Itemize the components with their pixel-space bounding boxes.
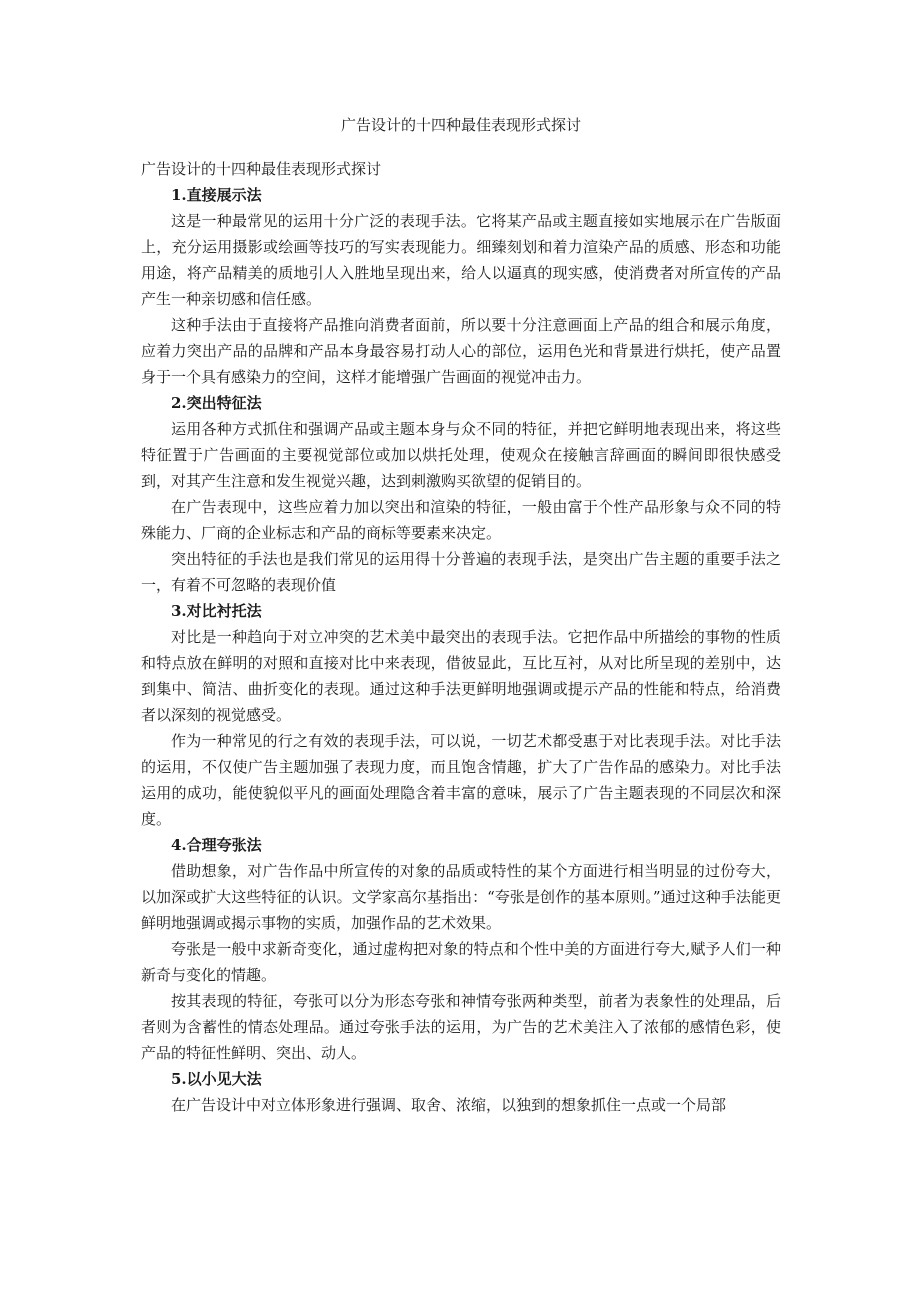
paragraph: 借助想象，对广告作品中所宣传的对象的品质或特性的某个方面进行相当明显的过份夸大，以加深或扩大这些特征的认识。文学家高尔基指出：“夸张是创作的基本原则。”通过这种手法能更鲜明地强调或揭示事物的实质，加强作品的艺术效果。: [141, 862, 781, 932]
section-heading: 5.以小见大法: [171, 1070, 262, 1088]
paragraph: 在广告表现中，这些应着力加以突出和渲染的特征，一般由富于个性产品形象与众不同的特殊能力、厂商的企业标志和产品的商标等要素来决定。: [141, 498, 781, 542]
document-subtitle: 广告设计的十四种最佳表现形式探讨: [141, 160, 382, 178]
document-title: 广告设计的十四种最佳表现形式探讨: [340, 116, 581, 134]
paragraph: 作为一种常见的行之有效的表现手法，可以说，一切艺术都受惠于对比表现手法。对比手法的运用，不仅使广告主题加强了表现力度，而且饱含情趣，扩大了广告作品的感染力。对比手法运用的成功，能使貌似平凡的画面处理隐含着丰富的意味，展示了广告主题表现的不同层次和深度。: [141, 732, 781, 828]
section-heading: 3.对比衬托法: [171, 602, 262, 620]
paragraph: 在广告设计中对立体形象进行强调、取舍、浓缩，以独到的想象抓住一点或一个局部: [171, 1096, 727, 1114]
document-page: [141, 112, 781, 1118]
paragraph: 这种手法由于直接将产品推向消费者面前，所以要十分注意画面上产品的组合和展示角度，应着力突出产品的品牌和产品本身最容易打动人心的部位，运用色光和背景进行烘托，使产品置身于一个具有感染力的空间，这样才能增强广告画面的视觉冲击力。: [141, 316, 781, 386]
paragraph: 夸张是一般中求新奇变化，通过虚构把对象的特点和个性中美的方面进行夸大,赋予人们一种新奇与变化的情趣。: [141, 940, 781, 984]
section-heading: 2.突出特征法: [171, 394, 262, 412]
paragraph: 这是一种最常见的运用十分广泛的表现手法。它将某产品或主题直接如实地展示在广告版面上，充分运用摄影或绘画等技巧的写实表现能力。细臻刻划和着力渲染产品的质感、形态和功能用途，将产品精美的质地引人入胜地呈现出来，给人以逼真的现实感，使消费者对所宣传的产品产生一种亲切感和信任感。: [141, 212, 781, 308]
document-body: [141, 182, 781, 1118]
section-heading: 4.合理夸张法: [171, 836, 262, 854]
section-heading: 1.直接展示法: [171, 186, 262, 204]
paragraph: 对比是一种趋向于对立冲突的艺术美中最突出的表现手法。它把作品中所描绘的事物的性质和特点放在鲜明的对照和直接对比中来表现，借彼显此，互比互衬，从对比所呈现的差别中，达到集中、简洁、曲折变化的表现。通过这种手法更鲜明地强调或提示产品的性能和特点，给消费者以深刻的视觉感受。: [141, 628, 781, 724]
paragraph: 运用各种方式抓住和强调产品或主题本身与众不同的特征，并把它鲜明地表现出来，将这些特征置于广告画面的主要视觉部位或加以烘托处理，使观众在接触言辞画面的瞬间即很快感受到，对其产生注意和发生视觉兴趣，达到刺激购买欲望的促销目的。: [141, 420, 781, 490]
paragraph: 按其表现的特征，夸张可以分为形态夸张和神情夸张两种类型，前者为表象性的处理品，后者则为含蓄性的情态处理品。通过夸张手法的运用，为广告的艺术美注入了浓郁的感情色彩，使产品的特征性鲜明、突出、动人。: [141, 992, 781, 1062]
paragraph: 突出特征的手法也是我们常见的运用得十分普遍的表现手法，是突出广告主题的重要手法之一，有着不可忽略的表现价值: [141, 550, 781, 594]
